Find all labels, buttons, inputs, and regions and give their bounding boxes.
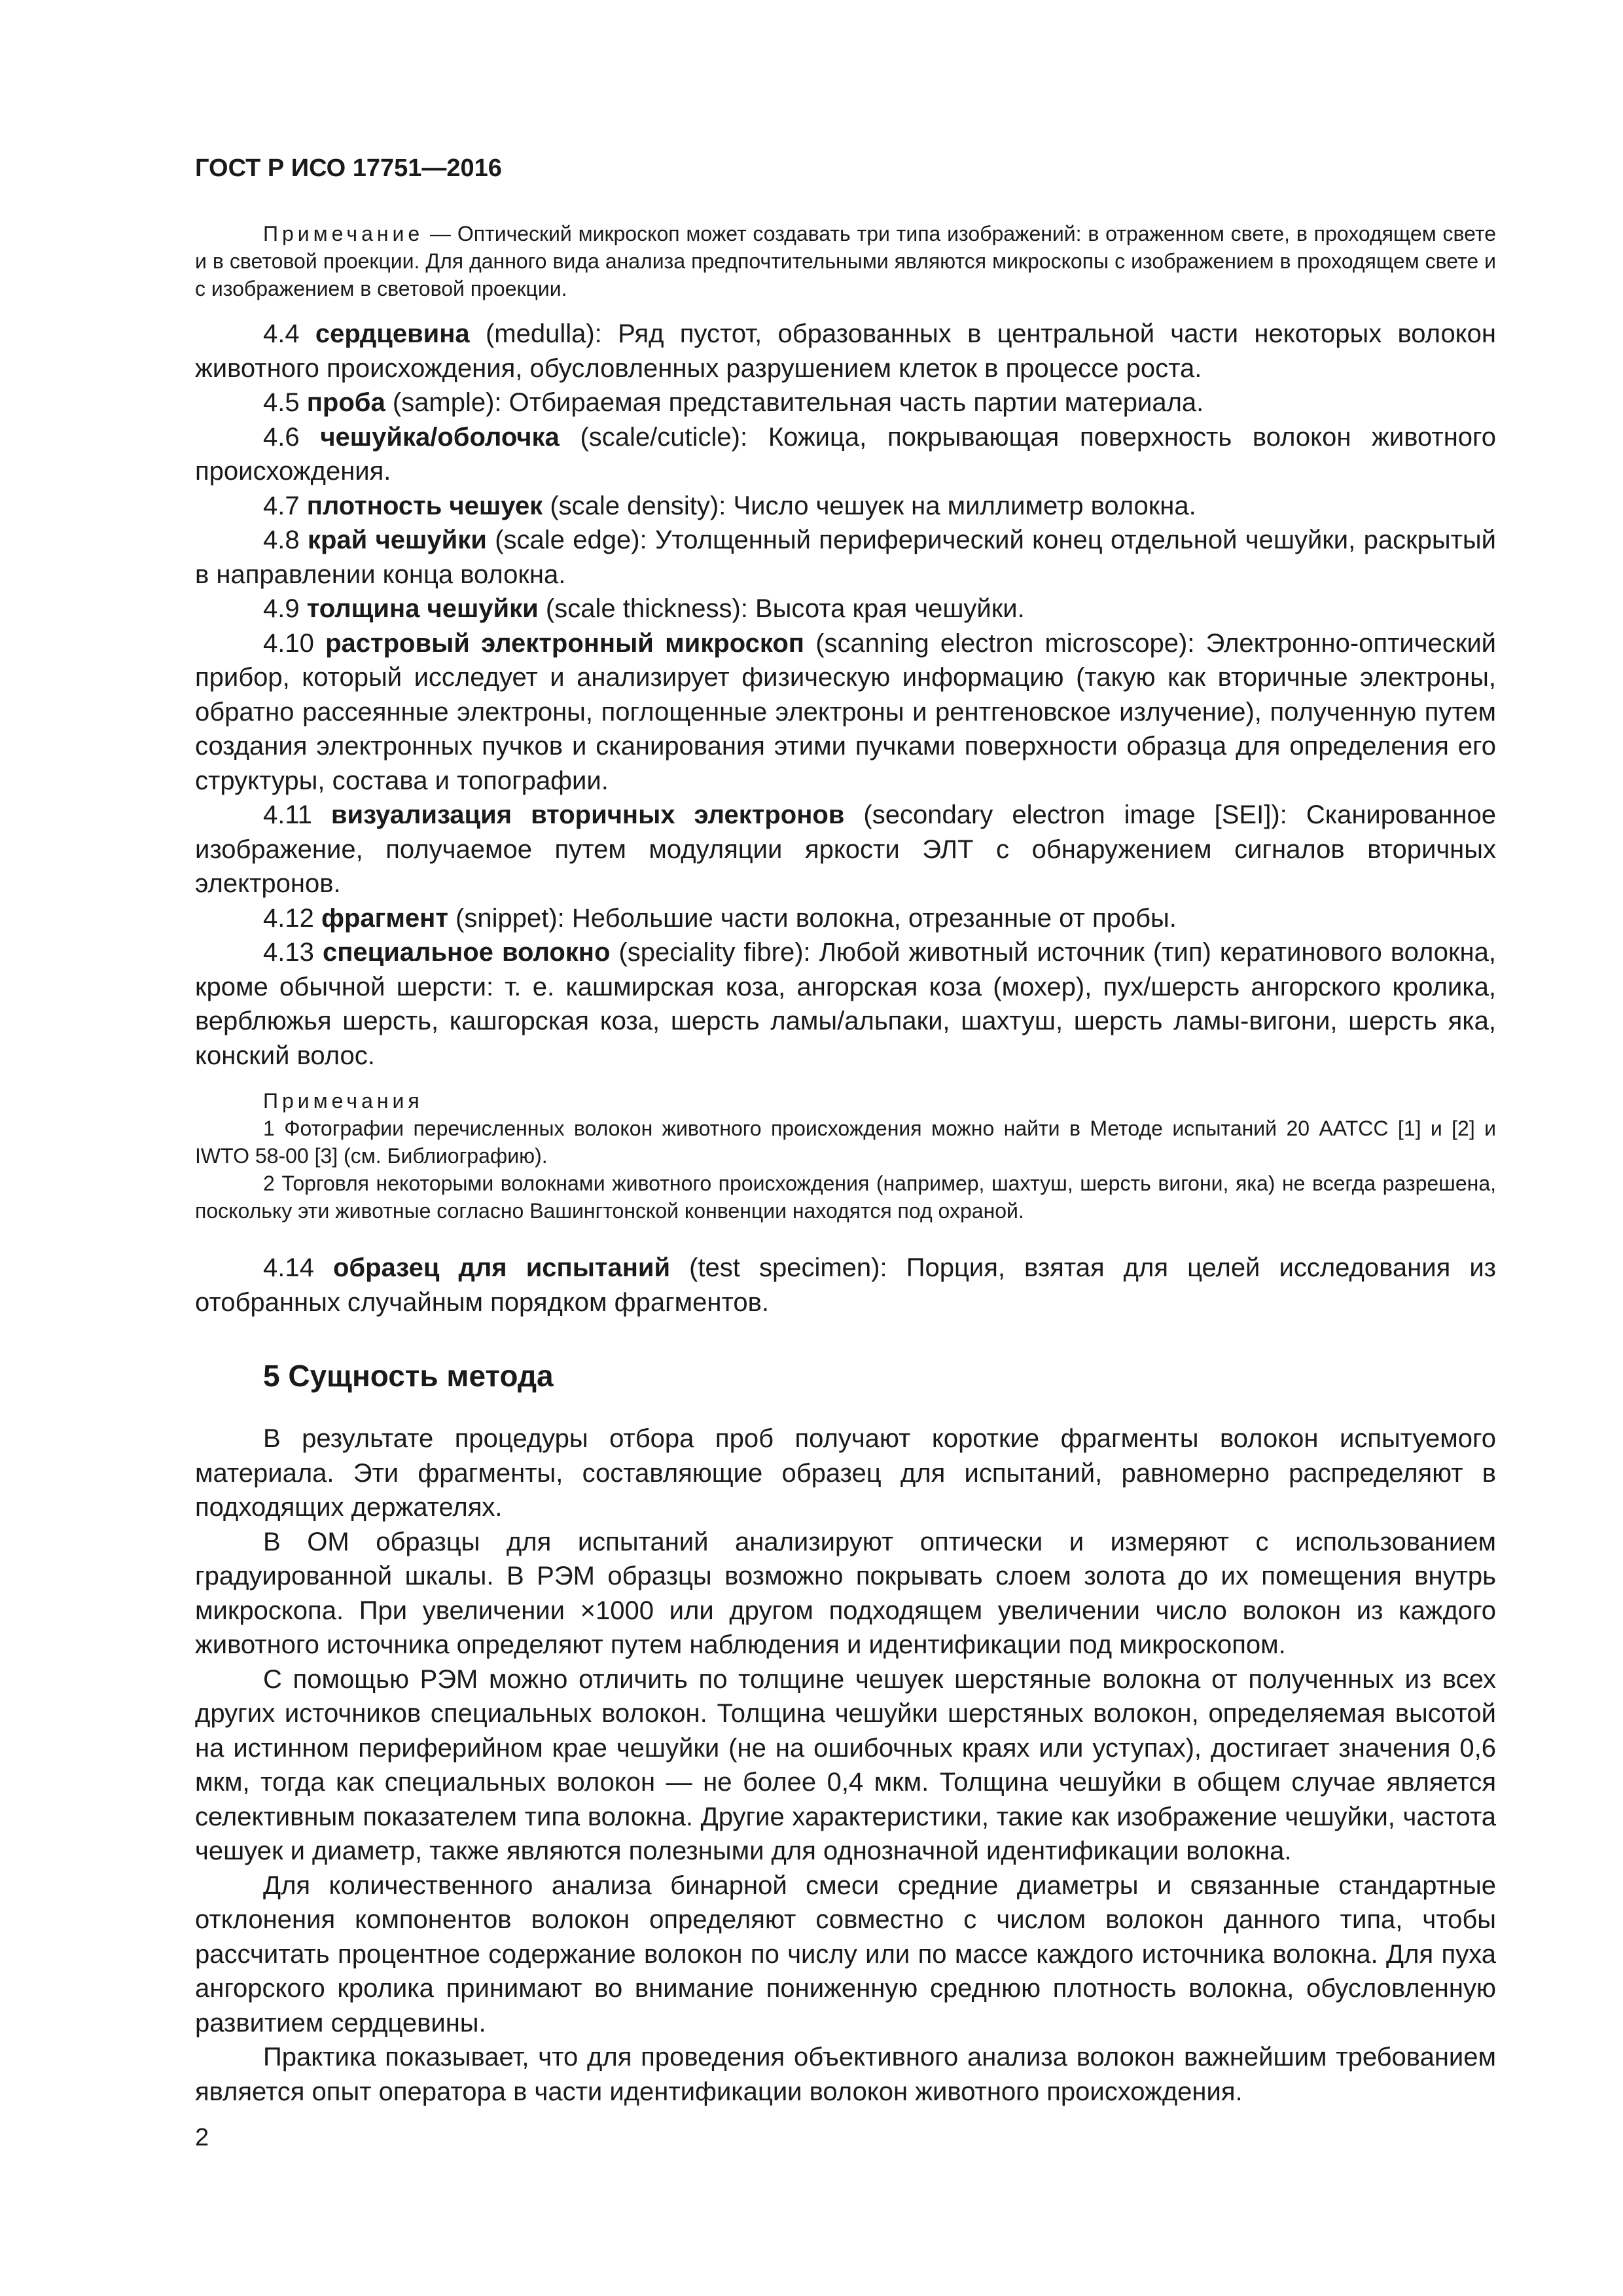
term-english: (snippet):: [455, 903, 565, 933]
term-english: (test specimen):: [689, 1253, 887, 1282]
term-definition: Небольшие части волокна, отрезанные от пробы.: [571, 903, 1177, 933]
term-english: (speciality fibre):: [618, 938, 811, 967]
section-body: [195, 1422, 1496, 2109]
term-number: 4.8: [263, 526, 300, 554]
term-name: проба: [306, 388, 385, 417]
note-item: 2 Торговля некоторыми волокнами животного происхождения (например, шахтуш, шерсть вигони, яка) не всегда разрешена, поскольку эти животные согласно Вашингтонской конвенции находятся под охраной.: [195, 1172, 1496, 1223]
notes-block: [195, 1087, 1496, 1225]
term-definition: Число чешуек на миллиметр волокна.: [733, 491, 1196, 520]
term-entry: [195, 626, 1496, 798]
term-entry: [195, 935, 1496, 1073]
term-definition: Утолщенный периферический конец отдельной чешуйки, раскрытый в направлении конца волокна.: [195, 526, 1496, 589]
paragraph: В ОМ образцы для испытаний анализируют оптически и измеряют с использованием градуированной шкалы. В РЭМ образцы возможно покрывать слоем золота до их помещения внутрь микроскопа. При увеличении ×1000 или другом подходящем увеличении число волокон из каждого животного источника определяют путем наблюдения и идентификации под микроскопом.: [195, 1527, 1496, 1659]
term-english: (scanning electron microscope):: [815, 628, 1195, 658]
term-english: (scale density):: [550, 491, 726, 520]
term-name: край чешуйки: [307, 526, 487, 554]
term-name: специальное волокно: [322, 938, 611, 967]
term-entry: [195, 489, 1496, 524]
term-name: визуализация вторичных электронов: [330, 800, 845, 829]
term-number: 4.11: [263, 800, 312, 829]
term-definition: Кожица, покрывающая поверхность волокон животного происхождения.: [195, 422, 1496, 486]
note-item: 1 Фотографии перечисленных волокон животного происхождения можно найти в Методе испытаний 20 AATCC [1] и [2] и IWTO 58-00 [3] (см. Библиографию).: [195, 1117, 1496, 1168]
term-number: 4.7: [263, 491, 300, 520]
term-definition: Отбираемая представительная часть партии материала.: [508, 388, 1204, 417]
terms-list: [195, 317, 1496, 1073]
term-definition: Любой животный источник (тип) кератинового волокна, кроме обычной шерсти: т. е. кашмирская коза, ангорская коза (мохер), пух/шерсть ангорского кролика, верблюжья шерсть, кашгорская коза, шерсть ламы/альпаки, шахтуш, шерсть ламы-вигони, шерсть яка, конский волос.: [195, 938, 1496, 1070]
top-note: [195, 220, 1496, 302]
section-title: 5 Сущность метода: [263, 1359, 554, 1393]
page-content: [195, 152, 1496, 2109]
term-definition: Сканированное изображение, получаемое путем модуляции яркости ЭЛТ с обнаружением сигналов вторичных электронов.: [195, 800, 1496, 898]
note-label: Примечание: [263, 222, 424, 245]
term-name: фрагмент: [321, 903, 448, 933]
paragraph: Для количественного анализа бинарной смеси средние диаметры и связанные стандартные отклонения компонентов волокон определяют совместно с числом волокон данного типа, чтобы рассчитать процентное содержание волокон по числу или по массе каждого источника волокна. Для пуха ангорского кролика принимают во внимание пониженную среднюю плотность волокна, обусловленную развитием сердцевины.: [195, 1871, 1496, 2037]
term-definition: Электронно-оптический прибор, который исследует и анализирует физическую информацию (такую как вторичные электроны, обратно рассеянные электроны, поглощенные электроны и рентгеновское излучение), полученную путем создания электронных пучков и сканирования этими пучками поверхности образца для определения его структуры, состава и топографии.: [195, 628, 1496, 795]
term-name: чешуйка/оболочка: [320, 422, 560, 452]
notes-label: Примечания: [263, 1089, 423, 1113]
term-entry: [195, 592, 1496, 626]
term-definition: Порция, взятая для целей исследования из отобранных случайным порядком фрагментов.: [195, 1253, 1496, 1317]
term-name: плотность чешуек: [306, 491, 543, 520]
term-definition: Высота края чешуйки.: [755, 594, 1025, 623]
term-entry: [195, 317, 1496, 386]
term-entry: [195, 1251, 1496, 1319]
term-number: 4.6: [263, 422, 300, 452]
term-definition: Ряд пустот, образованных в центральной части некоторых волокон животного происхождения, обусловленных разрушением клеток в процессе роста.: [195, 319, 1496, 383]
term-number: 4.12: [263, 903, 314, 933]
term-number: 4.4: [263, 319, 300, 348]
paragraph: С помощью РЭМ можно отличить по толщине чешуек шерстяные волокна от полученных из всех других источников специальных волокон. Толщина чешуйки шерстяных волокон, определяемая высотой на истинном периферийном крае чешуйки (не на ошибочных краях или уступах), достигает значения 0,6 мкм, тогда как специальных волокон — не более 0,4 мкм. Толщина чешуйки в общем случае является селективным показателем типа волокна. Другие характеристики, такие как изображение чешуйки, частота чешуек и диаметр, также являются полезными для однозначной идентификации волокна.: [195, 1664, 1496, 1865]
term-entry: [195, 386, 1496, 420]
term-number: 4.9: [263, 594, 300, 623]
term-name: образец для испытаний: [332, 1253, 671, 1282]
term-number: 4.14: [263, 1253, 314, 1282]
term-number: 4.5: [263, 388, 300, 417]
paragraph: В результате процедуры отбора проб получают короткие фрагменты волокон испытуемого материала. Эти фрагменты, составляющие образец для испытаний, равномерно распределяют в подходящих держателях.: [195, 1424, 1496, 1522]
term-english: (medulla):: [485, 319, 602, 348]
term-english: (scale edge):: [495, 526, 647, 554]
note-text: — Оптический микроскоп может создавать три типа изображений: в отраженном свете, в проходящем свете и в световой проекции. Для данного вида анализа предпочтительными являются микроскопы с изображением в проходящем свете и с изображением в световой проекции.: [195, 222, 1496, 300]
term-name: растровый электронный микроскоп: [325, 628, 804, 658]
term-name: толщина чешуйки: [306, 594, 539, 623]
page-number: 2: [195, 2124, 209, 2151]
term-entry: [195, 420, 1496, 489]
term-entry: [195, 523, 1496, 592]
term-english: (scale thickness):: [545, 594, 748, 623]
term-english: (sample):: [392, 388, 502, 417]
term-number: 4.10: [263, 628, 314, 658]
standard-header: ГОСТ Р ИСО 17751—2016: [195, 154, 502, 182]
term-name: сердцевина: [315, 319, 470, 348]
term-number: 4.13: [263, 938, 314, 967]
term-english: (secondary electron image [SEI]):: [863, 800, 1287, 829]
term-english: (scale/cuticle):: [580, 422, 748, 452]
term-entry: [195, 901, 1496, 936]
term-entry: [195, 798, 1496, 901]
paragraph: Практика показывает, что для проведения объективного анализа волокон важнейшим требованием является опыт оператора в части идентификации волокон животного происхождения.: [195, 2043, 1496, 2106]
